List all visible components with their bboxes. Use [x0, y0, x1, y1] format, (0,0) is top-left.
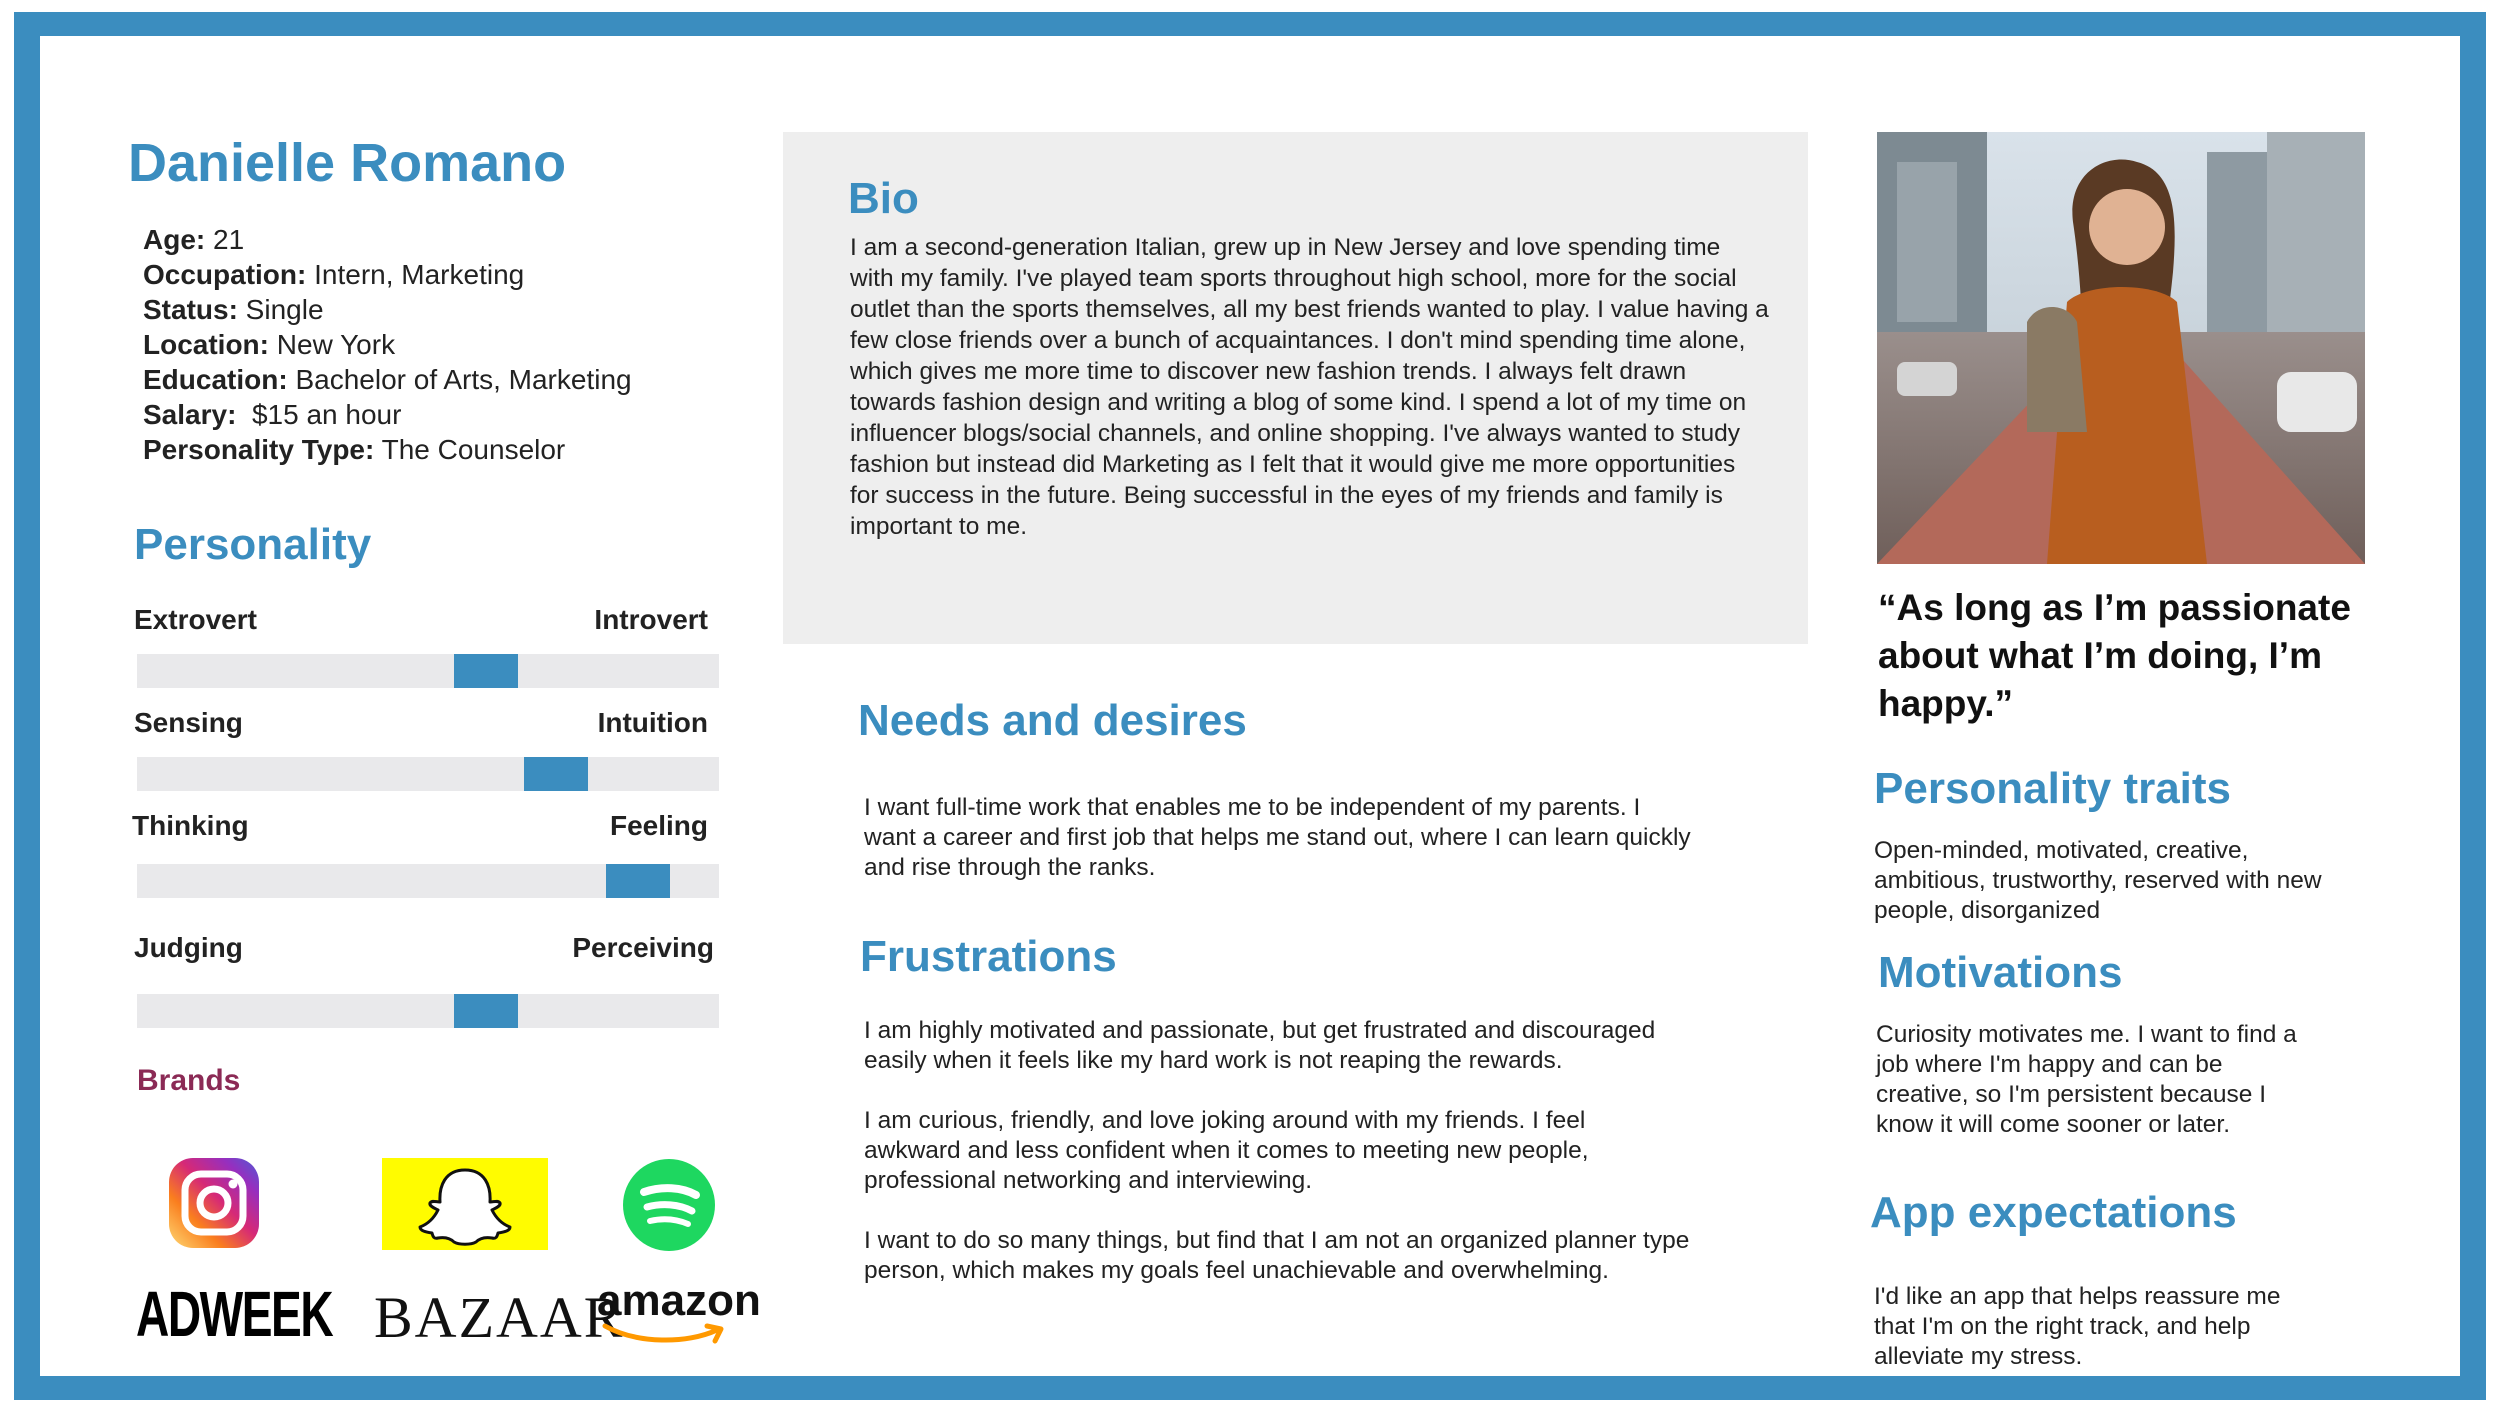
spotify-icon [622, 1158, 716, 1252]
brands-title: Brands [137, 1064, 241, 1097]
amazon-wordmark: amazon [597, 1276, 761, 1325]
fact-age: Age: 21 [143, 224, 245, 255]
scale-extrovert-introvert-marker [454, 654, 518, 688]
motivations-title: Motivations [1878, 948, 2123, 997]
persona-name: Danielle Romano [128, 133, 567, 193]
personality-title: Personality [134, 520, 372, 569]
scale-extrovert-introvert-track [137, 654, 719, 688]
motivations-text: Curiosity motivates me. I want to find a job where I'm happy and can be creative, so I'm persistent because I know it will come sooner or later. [1876, 1021, 2297, 1138]
frustration-paragraph-1: I am highly motivated and passionate, but get frustrated and discouraged easily when it feels like my hard work is not reaping the rewards. [864, 1017, 1656, 1074]
scale-intuition-label: Intuition [597, 707, 708, 738]
persona-photo-illustration [1877, 132, 2365, 564]
scale-judging-label: Judging [134, 932, 243, 963]
scale-perceiving-label: Perceiving [572, 932, 714, 963]
scale-judging-perceiving-track [137, 994, 719, 1028]
spotify-logo [622, 1158, 716, 1252]
persona-sheet [40, 36, 2460, 1376]
needs-text: I want full-time work that enables me to be independent of my parents. I want a career and first job that helps me stand out, where I can learn quickly and rise through the ranks. [864, 794, 1691, 881]
app-expectations-title: App expectations [1870, 1188, 2237, 1237]
snapchat-ghost-icon [382, 1158, 548, 1250]
instagram-icon [167, 1156, 261, 1250]
persona-quote: “As long as I’m passionate about what I’m doing, I’m happy.” [1878, 587, 2351, 724]
scale-thinking-label: Thinking [132, 810, 249, 841]
scale-sensing-intuition-track [137, 757, 719, 791]
bazaar-logo: BAZAAR [374, 1285, 625, 1350]
persona-photo [1877, 132, 2365, 564]
bio-text: I am a second-generation Italian, grew up in New Jersey and love spending time with my family. I've played team sports throughout high school, more for the social outlet than the sports themselves, all my best friends wanted to play. I value having a few close friends over a bunch of acquaintances. I don't mind spending time alone, which gives me more time to discover new fashion trends. I always felt drawn towards fashion design and writing a blog of some kind. I spend a lot of my time on influencer blogs/social channels, and online shopping. I've always wanted to study fashion but instead did Marketing as I felt that it would give me more opportunities for success in the future. Being successful in the eyes of my friends and family is important to me. [850, 234, 1769, 540]
adweek-logo: ADWEEK [136, 1278, 333, 1350]
fact-occupation: Occupation: Intern, Marketing [143, 259, 525, 290]
bio-title: Bio [848, 174, 919, 223]
snapchat-logo [382, 1158, 548, 1250]
fact-education: Education: Bachelor of Arts, Marketing [143, 364, 632, 395]
scale-thinking-feeling-track [137, 864, 719, 898]
fact-status: Status: Single [143, 294, 324, 325]
traits-text: Open-minded, motivated, creative, ambitious, trustworthy, reserved with new people, disorganized [1874, 837, 2322, 924]
amazon-logo [597, 1276, 761, 1356]
frustration-paragraph-2: I am curious, friendly, and love joking around with my friends. I feel awkward and less confident when it comes to meeting new people, professional networking and interviewing. [864, 1107, 1589, 1194]
scale-thinking-feeling-marker [606, 864, 670, 898]
instagram-logo [167, 1156, 261, 1250]
traits-title: Personality traits [1874, 764, 2232, 813]
scale-introvert-label: Introvert [594, 604, 708, 635]
scale-sensing-label: Sensing [134, 707, 243, 738]
fact-location: Location: New York [143, 329, 396, 360]
needs-title: Needs and desires [858, 696, 1247, 745]
fact-personality-type: Personality Type: The Counselor [143, 434, 566, 465]
frustrations-title: Frustrations [860, 932, 1117, 981]
scale-judging-perceiving-marker [454, 994, 518, 1028]
scale-extrovert-label: Extrovert [134, 604, 257, 635]
amazon-smile-icon [597, 1320, 747, 1350]
scale-sensing-intuition-marker [524, 757, 588, 791]
persona-facts [143, 222, 632, 467]
app-expectations-text: I'd like an app that helps reassure me that I'm on the right track, and help alleviate my stress. [1874, 1283, 2281, 1370]
fact-salary: Salary: $15 an hour [143, 399, 402, 430]
frustration-paragraph-3: I want to do so many things, but find that I am not an organized planner type person, which makes my goals feel unachievable and overwhelming. [864, 1227, 1690, 1284]
scale-feeling-label: Feeling [609, 810, 708, 841]
